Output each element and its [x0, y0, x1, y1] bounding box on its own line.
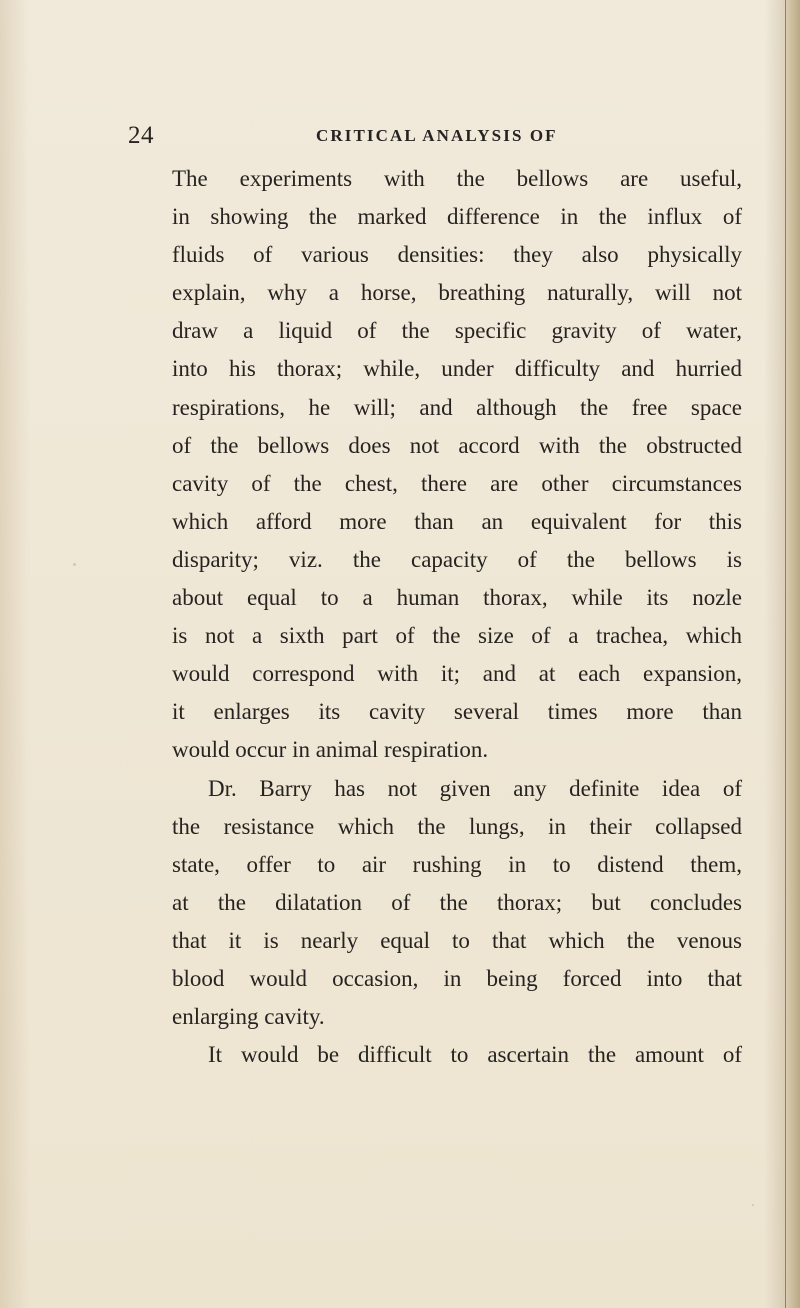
- text-line: of the bellows does not accord with the obstructed: [172, 432, 742, 458]
- body-text: [172, 160, 742, 1074]
- text-line: at the dilatation of the thorax; but concludes: [172, 889, 742, 915]
- text-line: which afford more than an equivalent for this: [172, 508, 742, 534]
- text-line: disparity; viz. the capacity of the bellows is: [172, 546, 742, 572]
- text-line: that it is nearly equal to that which the venous: [172, 927, 742, 953]
- paper-spot: [752, 1204, 754, 1206]
- text-line: about equal to a human thorax, while its nozle: [172, 585, 742, 611]
- text-line: would occur in animal respiration.: [172, 737, 489, 763]
- text-line: fluids of various densities: they also physically: [172, 242, 742, 268]
- text-line: cavity of the chest, there are other circumstances: [172, 470, 742, 496]
- page-edge: [785, 0, 800, 1308]
- running-head: CRITICAL ANALYSIS OF: [316, 126, 558, 145]
- text-line: draw a liquid of the specific gravity of water,: [172, 318, 742, 344]
- text-line: respirations, he will; and although the free space: [172, 394, 742, 420]
- text-line: Dr. Barry has not given any definite idea of: [208, 775, 742, 801]
- page-header: [128, 121, 728, 151]
- text-line: state, offer to air rushing in to distend them,: [172, 851, 742, 877]
- text-line: in showing the marked difference in the influx of: [172, 204, 742, 230]
- text-line: It would be difficult to ascertain the amount of: [208, 1042, 742, 1068]
- text-line: enlarging cavity.: [172, 1004, 325, 1030]
- text-line: would correspond with it; and at each expansion,: [172, 661, 742, 687]
- page-number: 24: [128, 122, 154, 149]
- paper-spot: [73, 563, 76, 566]
- text-line: into his thorax; while, under difficulty and hurried: [172, 356, 742, 382]
- text-line: explain, why a horse, breathing naturally, will not: [172, 280, 742, 306]
- text-line: is not a sixth part of the size of a trachea, which: [172, 623, 742, 649]
- text-line: blood would occasion, in being forced into that: [172, 965, 742, 991]
- text-line: the resistance which the lungs, in their collapsed: [172, 813, 742, 839]
- text-line: it enlarges its cavity several times more than: [172, 699, 742, 725]
- text-line: The experiments with the bellows are useful,: [172, 166, 742, 191]
